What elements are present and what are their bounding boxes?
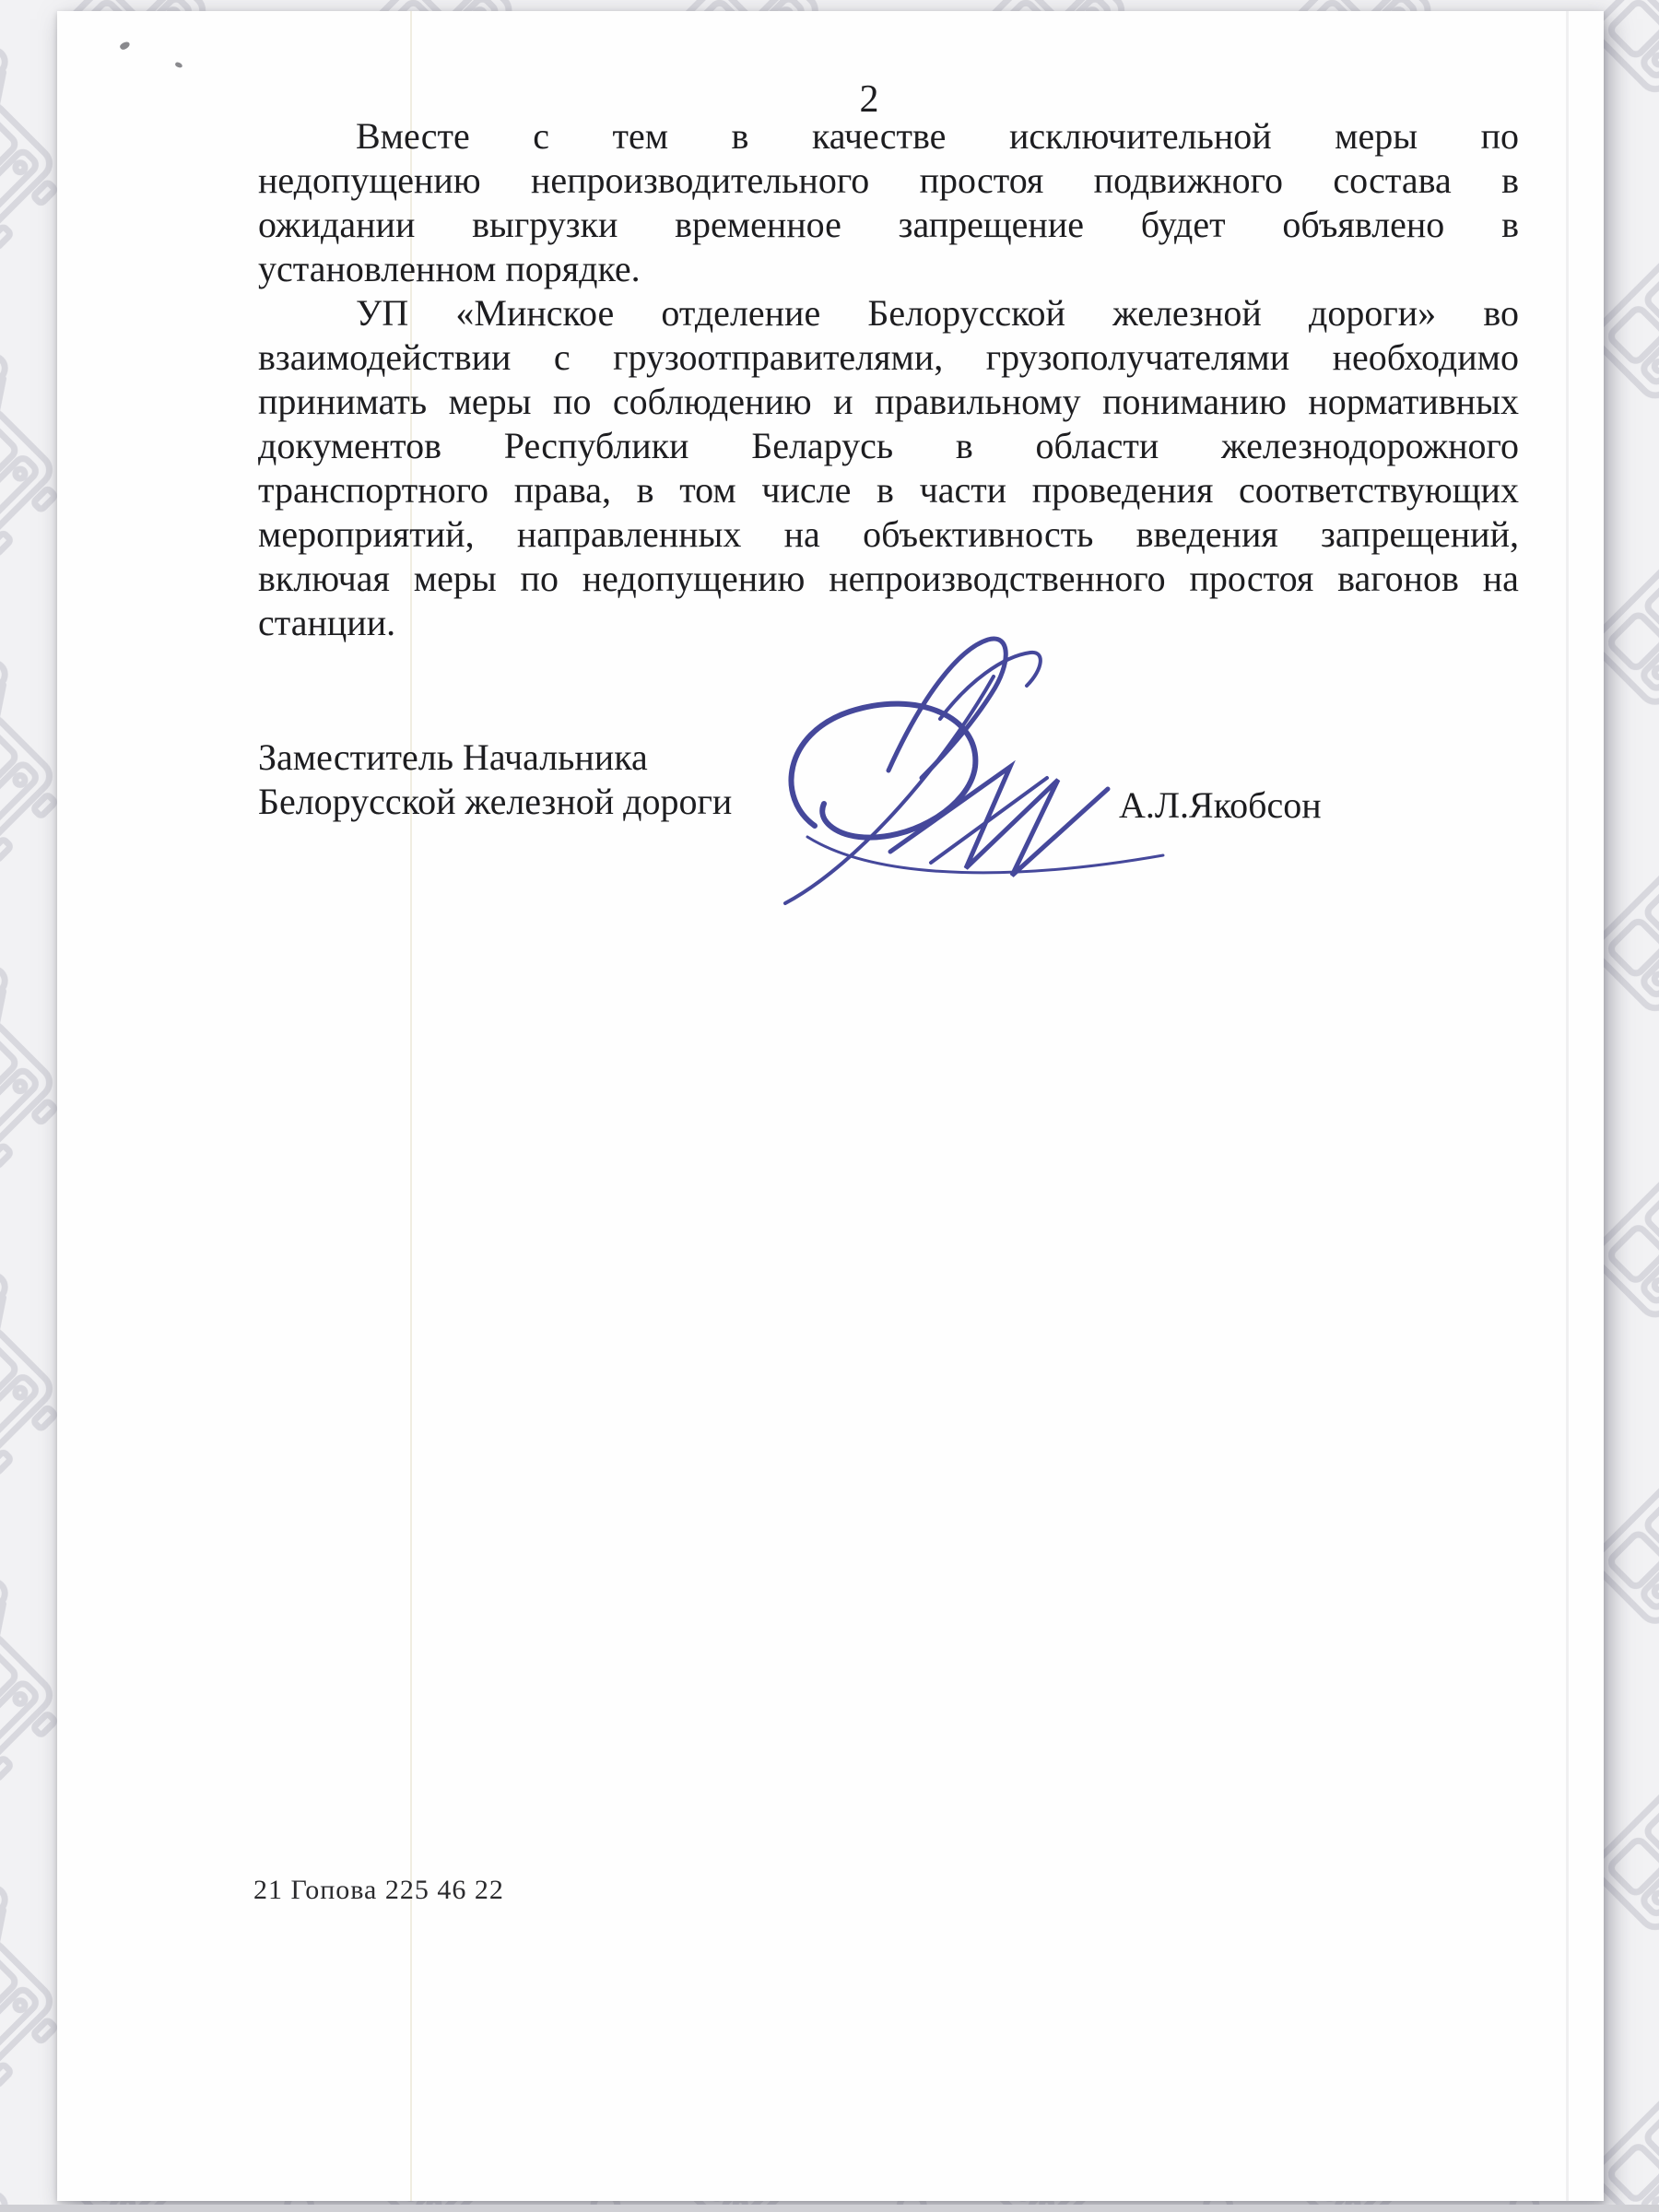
text-line <box>258 114 1519 159</box>
word: в <box>1501 159 1519 201</box>
word: по <box>553 381 592 422</box>
scan-speck <box>119 41 131 52</box>
word: в <box>955 425 973 466</box>
signatory-title-line2: Белорусской железной дороги <box>258 781 733 822</box>
text-line <box>258 512 1519 557</box>
signatory-name: А.Л.Якобсон <box>1119 784 1322 826</box>
word: запрещение <box>898 204 1084 245</box>
text-line <box>258 159 1519 203</box>
word: Вместе <box>356 115 470 157</box>
word: документов <box>258 425 442 466</box>
word: том <box>679 469 736 511</box>
text-line <box>258 468 1519 512</box>
text-line <box>258 557 1519 601</box>
signatory-title-line1: Заместитель Начальника <box>258 736 648 778</box>
word: введения <box>1135 513 1278 555</box>
word: необходимо <box>1332 336 1519 378</box>
word: пониманию <box>1102 381 1287 422</box>
word: и <box>833 381 853 422</box>
word: простоя <box>919 159 1044 201</box>
word: на <box>783 513 820 555</box>
word: в <box>731 115 749 157</box>
word: железной <box>1112 292 1262 334</box>
word: временное <box>675 204 841 245</box>
word: подвижного <box>1093 159 1284 201</box>
scan-bottom-edge <box>0 2205 1659 2212</box>
word: принимать <box>258 381 428 422</box>
text-line: станции. <box>258 602 396 643</box>
scan-speck <box>174 62 182 68</box>
text-line <box>258 380 1519 424</box>
word: тем <box>612 115 669 157</box>
word: «Минское <box>455 292 615 334</box>
word: объективность <box>863 513 1094 555</box>
word: железнодорожного <box>1221 425 1519 466</box>
word: направленных <box>516 513 742 555</box>
word: соответствующих <box>1239 469 1519 511</box>
word: простоя <box>1189 558 1314 599</box>
word: непроизводственного <box>829 558 1166 599</box>
word: по <box>520 558 559 599</box>
word: части <box>919 469 1007 511</box>
word: транспортного <box>258 469 489 511</box>
word: в <box>1501 204 1519 245</box>
handwritten-signature <box>750 630 1220 925</box>
text-line: установленном порядке. <box>258 248 641 289</box>
text-line <box>258 203 1519 247</box>
word: включая <box>258 558 390 599</box>
signatory-title <box>258 735 732 824</box>
word: числе <box>761 469 852 511</box>
executor-note: 21 Гопова 225 46 22 <box>253 1875 504 1905</box>
word: УП <box>356 292 409 334</box>
word: Республики <box>503 425 689 466</box>
text-line <box>258 335 1519 380</box>
page-number: 2 <box>859 78 879 121</box>
word: объявлено <box>1282 204 1445 245</box>
word: мероприятий, <box>258 513 475 555</box>
word: вагонов <box>1337 558 1459 599</box>
word: с <box>533 115 549 157</box>
word: выгрузки <box>472 204 618 245</box>
word: права, <box>513 469 611 511</box>
word: будет <box>1140 204 1226 245</box>
document-body <box>258 114 1519 645</box>
word: меры <box>448 381 532 422</box>
word: недопущению <box>582 558 806 599</box>
word: запрещений, <box>1321 513 1519 555</box>
word: соблюдению <box>612 381 812 422</box>
text-line <box>258 424 1519 468</box>
word: ожидании <box>258 204 416 245</box>
word: в <box>877 469 894 511</box>
word: грузополучателями <box>985 336 1290 378</box>
word: меры <box>1335 115 1418 157</box>
word: взаимодействии <box>258 336 512 378</box>
word: Белорусской <box>867 292 1065 334</box>
word: Беларусь <box>751 425 894 466</box>
word: правильному <box>875 381 1081 422</box>
word: отделение <box>661 292 821 334</box>
word: проведения <box>1031 469 1214 511</box>
word: состава <box>1333 159 1452 201</box>
word: в <box>636 469 654 511</box>
word: во <box>1483 292 1519 334</box>
word: непроизводительного <box>530 159 870 201</box>
word: исключительной <box>1008 115 1272 157</box>
word: дороги» <box>1309 292 1437 334</box>
word: на <box>1482 558 1519 599</box>
word: области <box>1035 425 1159 466</box>
word: качестве <box>811 115 947 157</box>
document-page <box>57 11 1604 2201</box>
word: грузоотправителями, <box>613 336 944 378</box>
text-line <box>258 291 1519 335</box>
word: меры <box>413 558 497 599</box>
word: с <box>553 336 571 378</box>
word: недопущению <box>258 159 481 201</box>
word: по <box>1480 115 1519 157</box>
word: нормативных <box>1308 381 1519 422</box>
